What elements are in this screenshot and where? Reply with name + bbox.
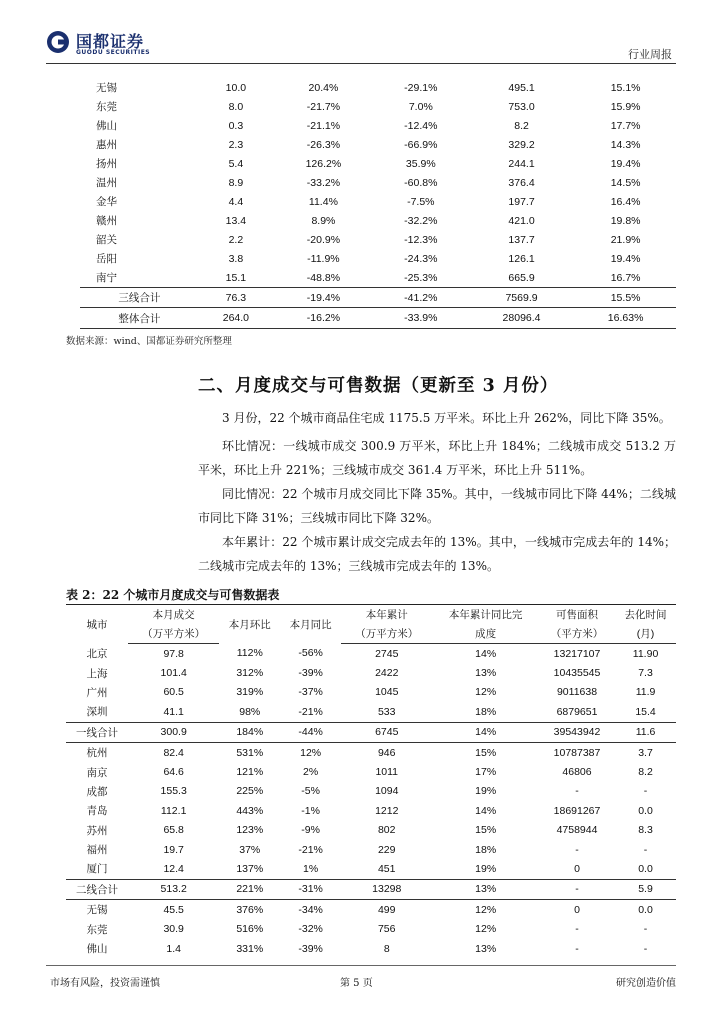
table-cell: - xyxy=(643,785,648,798)
table-cell: 17.7% xyxy=(610,119,641,132)
table-row xyxy=(80,97,676,116)
table-cell: 802 xyxy=(377,824,396,837)
table-cell: 121% xyxy=(236,766,264,779)
table-cell: -24.3% xyxy=(404,252,438,265)
third-tier-table xyxy=(80,78,676,329)
paragraph-summary: 3 月份，22 个城市商品住宅成 1175.5 万平米。环比上升 262%，同比下降 35%。 xyxy=(222,411,671,425)
table-cell: 443% xyxy=(236,804,264,817)
table-cell: 13% xyxy=(475,942,497,955)
table-cell: 4758944 xyxy=(556,824,598,837)
table-cell: -12.4% xyxy=(404,119,438,132)
table-cell: 6745 xyxy=(341,722,432,742)
table-cell: 上海 xyxy=(86,667,108,680)
table-cell: 15.1 xyxy=(225,271,247,284)
table-row xyxy=(66,663,676,682)
table-cell: 8.2 xyxy=(638,766,653,779)
table-cell: -29.1% xyxy=(404,81,438,94)
table-cell: - xyxy=(643,942,648,955)
table-row xyxy=(80,154,676,173)
table-cell: 499 xyxy=(377,903,396,916)
table-row xyxy=(80,211,676,230)
table-cell: 赣州 xyxy=(96,215,117,227)
monthly-sales-table xyxy=(66,604,676,958)
table-cell: 126.2% xyxy=(305,157,342,170)
table-cell: 1094 xyxy=(375,785,399,798)
table-cell: 533 xyxy=(377,705,396,718)
table-cell: 2.2 xyxy=(228,233,244,246)
table-cell: 65.8 xyxy=(163,824,184,837)
table-cell: 451 xyxy=(377,862,396,875)
table-cell: 45.5 xyxy=(163,903,184,916)
table-cell: - xyxy=(575,785,579,798)
table-cell: 15.5% xyxy=(575,288,676,308)
table-cell: 8 xyxy=(383,942,390,955)
table-cell: 30.9 xyxy=(163,923,184,936)
table-cell: -21.7% xyxy=(306,100,341,113)
table-cell: 312% xyxy=(236,667,264,680)
table-cell: 0.0 xyxy=(638,903,653,916)
table-cell: 佛山 xyxy=(86,943,108,956)
table-cell: -41.2% xyxy=(374,288,468,308)
table-cell: 97.8 xyxy=(163,647,184,660)
col-ytd-ratio: 本年累计同比完 xyxy=(448,609,523,621)
table-row xyxy=(66,840,676,859)
table-cell: 19.7 xyxy=(163,843,184,856)
paragraph-ytd: 本年累计：22 个城市累计成交完成去年的 13%。其中，一线城市完成去年的 14%；二线城市完成去年的 13%；三线城市完成去年的 13%。 xyxy=(198,535,676,573)
table-cell: 14.3% xyxy=(610,138,641,151)
section-title: 二、月度成交与可售数据（更新至 3 月份） xyxy=(198,376,559,396)
table-cell: 1212 xyxy=(375,804,399,817)
table-cell: 15.9% xyxy=(610,100,641,113)
table-cell: 7.0% xyxy=(408,100,433,113)
table-cell: 76.3 xyxy=(199,288,273,308)
table-cell: 一线合计 xyxy=(66,722,128,742)
table-row xyxy=(80,135,676,154)
header-divider xyxy=(46,63,676,64)
table-cell: 16.63% xyxy=(575,308,676,329)
table-cell: -11.9% xyxy=(307,252,340,265)
table-cell: 11.9 xyxy=(635,686,656,699)
table-row xyxy=(66,859,676,879)
guodu-logo-icon xyxy=(46,30,70,54)
table-cell: 惠州 xyxy=(96,139,117,151)
table-cell: 18% xyxy=(475,843,497,856)
table-cell: - xyxy=(575,923,579,936)
table-cell: 112% xyxy=(236,647,263,660)
col-month-sales: 本月成交 xyxy=(152,609,195,621)
table-row xyxy=(66,801,676,820)
table-cell: 整体合计 xyxy=(80,308,199,329)
table-cell: 13% xyxy=(475,667,497,680)
table-cell: 0 xyxy=(574,862,580,875)
brand-name-en: GUODU SECURITIES xyxy=(76,49,151,56)
overall-total-row xyxy=(80,308,676,329)
table-cell: 9011638 xyxy=(556,686,598,699)
table-cell: 101.4 xyxy=(160,667,187,680)
table-cell: -5% xyxy=(301,785,320,798)
table-cell: 35.9% xyxy=(405,157,436,170)
table-cell: 15% xyxy=(475,746,497,759)
table-row xyxy=(66,821,676,840)
table2-title: 表 2：22 个城市月度成交与可售数据表 xyxy=(66,588,280,602)
table-row xyxy=(66,939,676,958)
col-city: 城市 xyxy=(86,618,108,631)
table-cell: 376% xyxy=(236,903,264,916)
footer-slogan: 研究创造价值 xyxy=(616,978,676,989)
table-cell: -39% xyxy=(298,667,323,680)
table-cell: 13.4 xyxy=(225,214,247,227)
table-cell: 北京 xyxy=(86,647,108,660)
table-cell: 15.1% xyxy=(610,81,641,94)
col-mom: 本月环比 xyxy=(228,618,271,631)
table-cell: 青岛 xyxy=(86,805,108,818)
table-cell: -39% xyxy=(298,942,323,955)
table-cell: 12% xyxy=(475,903,497,916)
col-yoy: 本月同比 xyxy=(289,618,332,631)
table-cell: - xyxy=(539,879,615,899)
table-cell: 946 xyxy=(377,746,396,759)
table-cell: 37% xyxy=(239,843,261,856)
table-row xyxy=(80,249,676,268)
table-cell: -16.2% xyxy=(273,308,374,329)
table-cell: -19.4% xyxy=(273,288,374,308)
col-ytd-ratio-line2: 成度 xyxy=(432,624,539,644)
table-cell: 19% xyxy=(475,785,497,798)
table-cell: 12% xyxy=(300,746,322,759)
table-cell: 665.9 xyxy=(508,271,535,284)
table-header-row-2 xyxy=(66,624,676,644)
table-cell: -26.3% xyxy=(306,138,341,151)
table-cell: 13298 xyxy=(341,879,432,899)
table-cell: 2745 xyxy=(375,647,399,660)
table-row xyxy=(66,900,676,920)
col-absorption-unit: (月) xyxy=(615,624,676,644)
col-available: 可售面积 xyxy=(556,609,598,621)
table-cell: - xyxy=(643,923,648,936)
table-cell: 10435545 xyxy=(553,667,601,680)
tier1-sum-row xyxy=(66,722,676,742)
table-cell: 南京 xyxy=(86,766,108,779)
table-cell: 19.4% xyxy=(610,252,641,265)
source-note: 数据来源：wind、国都证券研究所整理 xyxy=(66,336,232,347)
table-cell: -60.8% xyxy=(404,176,438,189)
table-header-row xyxy=(66,605,676,625)
col-available-unit: （平方米） xyxy=(539,624,615,644)
table-cell: 197.7 xyxy=(508,195,535,208)
table-cell: 苏州 xyxy=(86,824,108,837)
table-cell: 229 xyxy=(377,843,396,856)
table-cell: 184% xyxy=(219,722,280,742)
table-cell: - xyxy=(643,843,648,856)
col-ytd-unit: （万平方米） xyxy=(341,624,432,644)
table-cell: -9% xyxy=(301,824,320,837)
table-cell: 金华 xyxy=(96,196,117,208)
table-row xyxy=(80,268,676,288)
table-cell: 19.4% xyxy=(610,157,641,170)
table-cell: 5.9 xyxy=(615,879,676,899)
table-cell: 16.7% xyxy=(610,271,641,284)
table-cell: -25.3% xyxy=(404,271,438,284)
table-cell: 11.90 xyxy=(632,647,659,660)
table-cell: 516% xyxy=(236,923,264,936)
table-cell: 376.4 xyxy=(508,176,535,189)
table-cell: -32.2% xyxy=(404,214,438,227)
table-cell: 二线合计 xyxy=(66,879,128,899)
table-cell: 5.4 xyxy=(228,157,244,170)
table-row xyxy=(66,919,676,938)
table-cell: 19.8% xyxy=(610,214,641,227)
table-cell: -33.9% xyxy=(374,308,468,329)
table-cell: 2% xyxy=(303,766,319,779)
table-cell: 123% xyxy=(236,824,264,837)
table-cell: 98% xyxy=(239,705,261,718)
table-cell: 10787387 xyxy=(553,746,601,759)
table-cell: 16.4% xyxy=(610,195,641,208)
table-cell: 10.0 xyxy=(225,81,247,94)
table-cell: 厦门 xyxy=(86,863,108,876)
tier2-sum-row xyxy=(66,879,676,899)
table-cell: 11.6 xyxy=(615,722,676,742)
table-cell: 佛山 xyxy=(96,120,117,132)
table-cell: 三线合计 xyxy=(80,288,199,308)
table-cell: -1% xyxy=(301,804,320,817)
brand-logo xyxy=(46,30,176,62)
table-cell: -21% xyxy=(298,705,323,718)
table-cell: 331% xyxy=(236,942,264,955)
table-cell: 14% xyxy=(432,722,539,742)
table-cell: -56% xyxy=(298,647,323,660)
table-cell: -21.1% xyxy=(306,119,341,132)
table-cell: 60.5 xyxy=(163,686,184,699)
table-cell: 7569.9 xyxy=(468,288,575,308)
table-row xyxy=(66,702,676,722)
table-cell: 福州 xyxy=(86,844,108,857)
table-cell: -7.5% xyxy=(407,195,435,208)
table-cell: 112.1 xyxy=(160,804,187,817)
table-cell: 19% xyxy=(475,862,497,875)
table-cell: 12.4 xyxy=(163,862,184,875)
table-cell: 21.9% xyxy=(610,233,641,246)
tier3-sum-row xyxy=(80,288,676,308)
table-cell: 岳阳 xyxy=(96,253,117,265)
table-cell: 7.3 xyxy=(638,667,653,680)
table-row xyxy=(80,173,676,192)
table-cell: 756 xyxy=(377,923,396,936)
table-cell: 17% xyxy=(475,766,497,779)
table-row xyxy=(66,742,676,762)
table-cell: 南宁 xyxy=(96,272,117,284)
table-cell: -31% xyxy=(280,879,341,899)
table-cell: 41.1 xyxy=(163,705,184,718)
table-row xyxy=(80,192,676,211)
table-cell: 8.2 xyxy=(514,119,529,132)
table-cell: 531% xyxy=(236,746,264,759)
table-cell: 扬州 xyxy=(96,158,117,170)
table-cell: -66.9% xyxy=(404,138,438,151)
page-number: 第 5 页 xyxy=(340,978,373,989)
table-cell: 15% xyxy=(475,824,497,837)
table-cell: - xyxy=(575,843,579,856)
table-cell: 155.3 xyxy=(160,785,187,798)
table-cell: 8.9% xyxy=(311,214,336,227)
table-cell: -20.9% xyxy=(306,233,341,246)
table-row xyxy=(80,230,676,249)
table-cell: 264.0 xyxy=(199,308,273,329)
paragraph-mom: 环比情况：一线城市成交 300.9 万平米，环比上升 184%；二线城市成交 513.2 万平米，环比上升 221%；三线城市成交 361.4 万平米，环比上升 511%。 xyxy=(198,439,676,477)
table-cell: 0 xyxy=(574,903,580,916)
page-header xyxy=(0,0,724,66)
table-cell: 韶关 xyxy=(96,234,117,246)
table-cell: 8.3 xyxy=(638,824,653,837)
table-cell: -37% xyxy=(298,686,323,699)
table-cell: 513.2 xyxy=(128,879,219,899)
table-cell: -33.2% xyxy=(306,176,341,189)
table-cell: 11.4% xyxy=(308,195,338,208)
footer-divider xyxy=(46,965,676,966)
table-cell: -48.8% xyxy=(306,271,341,284)
table-cell: 3.7 xyxy=(638,746,653,759)
table-cell: 温州 xyxy=(96,177,117,189)
table-cell: 杭州 xyxy=(86,747,108,760)
table-cell: 6879651 xyxy=(556,705,598,718)
table-cell: 2.3 xyxy=(228,138,244,151)
table-cell: 3.8 xyxy=(228,252,244,265)
table-cell: -21% xyxy=(298,843,323,856)
col-month-sales-unit: （万平方米） xyxy=(128,624,219,644)
table-cell: 12% xyxy=(475,923,497,936)
table-cell: 广州 xyxy=(86,686,108,699)
table-cell: 13217107 xyxy=(553,647,601,660)
table-cell: 329.2 xyxy=(508,138,535,151)
table-row xyxy=(66,782,676,801)
table-row xyxy=(80,116,676,135)
table-cell: 126.1 xyxy=(508,252,535,265)
table-cell: 300.9 xyxy=(128,722,219,742)
table-cell: 244.1 xyxy=(508,157,535,170)
table-cell: 14% xyxy=(475,804,497,817)
report-type: 行业周报 xyxy=(628,48,672,61)
paragraph-yoy: 同比情况：22 个城市月成交同比下降 35%。其中，一线城市同比下降 44%；二线城市同比下降 31%；三线城市同比下降 32%。 xyxy=(198,487,676,525)
table-cell: 39543942 xyxy=(539,722,615,742)
table-cell: 无锡 xyxy=(96,82,117,94)
table-cell: 无锡 xyxy=(86,904,108,917)
table-cell: 137% xyxy=(236,862,264,875)
col-ytd: 本年累计 xyxy=(365,609,408,621)
table-cell: -44% xyxy=(280,722,341,742)
table-cell: 20.4% xyxy=(308,81,339,94)
table-cell: 495.1 xyxy=(508,81,535,94)
footer-disclaimer: 市场有风险，投资需谨慎 xyxy=(50,978,160,989)
table-cell: 深圳 xyxy=(86,706,108,719)
table-cell: -32% xyxy=(298,923,323,936)
monthly-sales-table-body xyxy=(66,644,676,959)
table-cell: 4.4 xyxy=(228,195,244,208)
third-tier-table-body xyxy=(80,78,676,329)
table-row xyxy=(66,762,676,781)
col-absorption: 去化时间 xyxy=(624,609,667,621)
brand-name-cn: 国都证券 xyxy=(76,32,145,51)
table-row xyxy=(66,644,676,664)
table-cell: 28096.4 xyxy=(468,308,575,329)
table-cell: 18691267 xyxy=(553,804,601,817)
table-cell: 1011 xyxy=(375,766,399,779)
table-cell: 东莞 xyxy=(86,923,108,936)
table-cell: 0.0 xyxy=(638,862,653,875)
table-cell: 421.0 xyxy=(508,214,535,227)
table-row xyxy=(80,78,676,97)
table-cell: 东莞 xyxy=(96,101,117,113)
table-cell: 64.6 xyxy=(163,766,184,779)
table-cell: 1.4 xyxy=(166,942,181,955)
table-cell: 成都 xyxy=(86,785,108,798)
table-cell: -34% xyxy=(298,903,323,916)
table-cell: 12% xyxy=(475,686,497,699)
table-cell: 1% xyxy=(303,862,319,875)
table-cell: 0.3 xyxy=(228,119,244,132)
table-cell: 319% xyxy=(236,686,264,699)
table-cell: 14.5% xyxy=(610,176,641,189)
table-cell: 15.4 xyxy=(635,705,656,718)
table-cell: 2422 xyxy=(375,667,399,680)
table-cell: 18% xyxy=(475,705,497,718)
table-cell: - xyxy=(575,942,579,955)
table-cell: 221% xyxy=(219,879,280,899)
table-cell: 753.0 xyxy=(508,100,535,113)
table-cell: -12.3% xyxy=(404,233,438,246)
table-row xyxy=(66,683,676,702)
table-cell: 14% xyxy=(475,647,497,660)
table-cell: 13% xyxy=(432,879,539,899)
table-cell: 1045 xyxy=(375,686,399,699)
table-cell: 225% xyxy=(236,785,264,798)
table-cell: 46806 xyxy=(562,766,592,779)
monthly-sales-table-head xyxy=(66,605,676,644)
table-cell: 0.0 xyxy=(638,804,653,817)
table-cell: 82.4 xyxy=(163,746,184,759)
table-cell: 8.0 xyxy=(228,100,244,113)
table-cell: 137.7 xyxy=(508,233,535,246)
table-cell: 8.9 xyxy=(228,176,244,189)
